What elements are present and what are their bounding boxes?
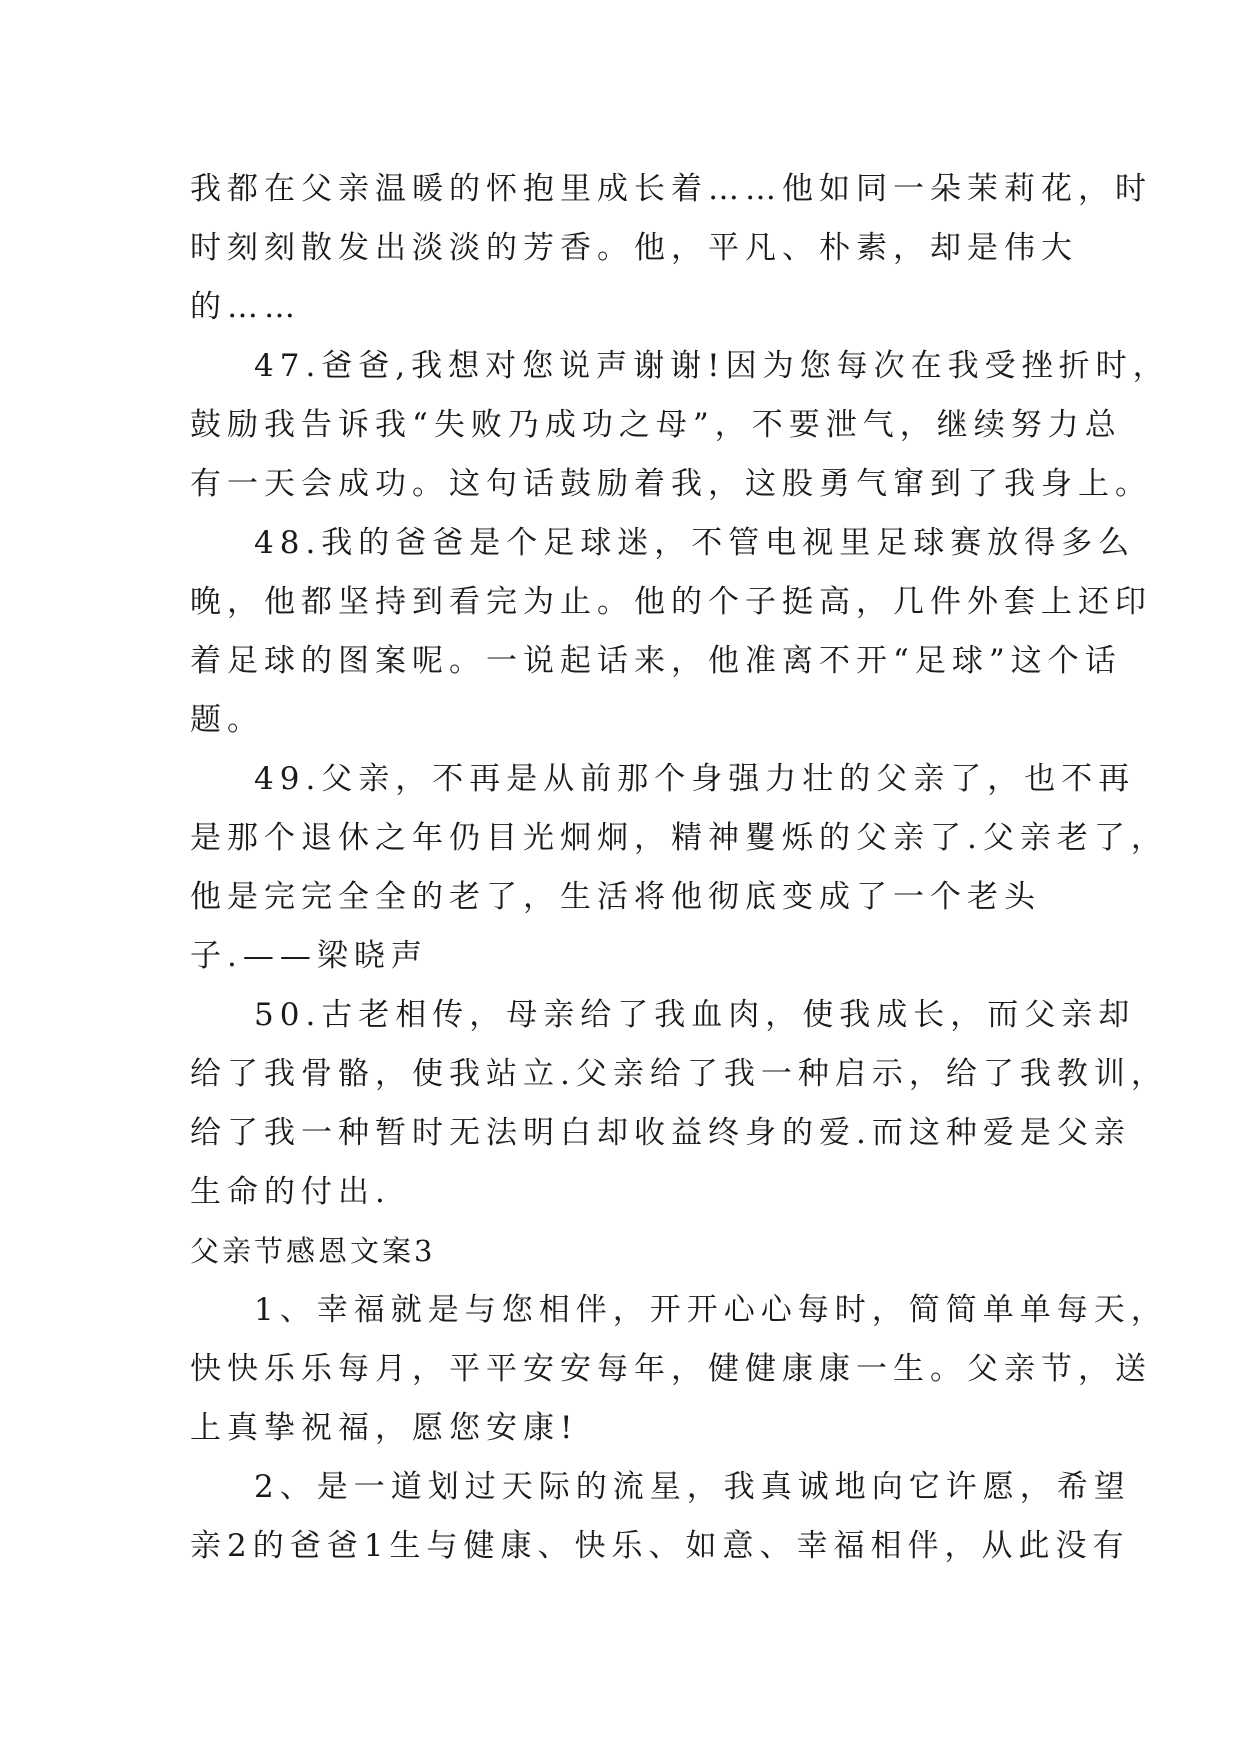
text-line: 亲2的爸爸1生与健康、快乐、如意、幸福相伴，从此没有 [190,1528,1130,1564]
document-body [190,160,1170,1576]
text-line: 子.——梁晓声 [190,938,428,974]
text-line: 题。 [190,702,264,738]
paragraph-48-first-line: 48.我的爸爸是个足球迷，不管电视里足球赛放得多么 [254,525,1136,561]
text-line: 着足球的图案呢。一说起话来，他准离不开“足球”这个话 [190,643,1122,679]
text-line: 给了我一种暂时无法明白却收益终身的爱.而这种爱是父亲 [190,1115,1131,1151]
text-line: 上真挚祝福，愿您安康! [190,1410,579,1446]
paragraph-2-first-line: 2、是一道划过天际的流星，我真诚地向它许愿，希望 [254,1469,1131,1505]
text-line: 给了我骨骼，使我站立.父亲给了我一种启示，给了我教训， [190,1056,1168,1092]
text-line: 鼓励我告诉我“失败乃成功之母”，不要泄气，继续努力总 [190,407,1122,443]
text-line: 快快乐乐每月，平平安安每年，健健康康一生。父亲节，送 [190,1351,1152,1387]
text-line: 的…… [190,289,301,325]
text-line: 他是完完全全的老了，生活将他彻底变成了一个老头 [190,879,1041,915]
text-line: 有一天会成功。这句话鼓励着我，这股勇气窜到了我身上。 [190,466,1152,502]
text-line: 晚，他都坚持到看完为止。他的个子挺高，几件外套上还印 [190,584,1152,620]
section-heading: 父亲节感恩文案3 [190,1234,436,1268]
text-line: 是那个退休之年仍目光炯炯，精神矍烁的父亲了.父亲老了， [190,820,1168,856]
text-line: 生命的付出. [190,1174,391,1210]
paragraph-1-first-line: 1、幸福就是与您相伴，开开心心每时，简简单单每天， [254,1292,1168,1328]
text-line: 时刻刻散发出淡淡的芳香。他，平凡、朴素，却是伟大 [190,230,1078,266]
text-line: 我都在父亲温暖的怀抱里成长着……他如同一朵茉莉花，时 [190,171,1152,207]
paragraph-47-first-line: 47.爸爸,我想对您说声谢谢!因为您每次在我受挫折时， [254,348,1170,384]
paragraph-49-first-line: 49.父亲，不再是从前那个身强力壮的父亲了，也不再 [254,761,1136,797]
paragraph-50-first-line: 50.古老相传，母亲给了我血肉，使我成长，而父亲却 [254,997,1136,1033]
